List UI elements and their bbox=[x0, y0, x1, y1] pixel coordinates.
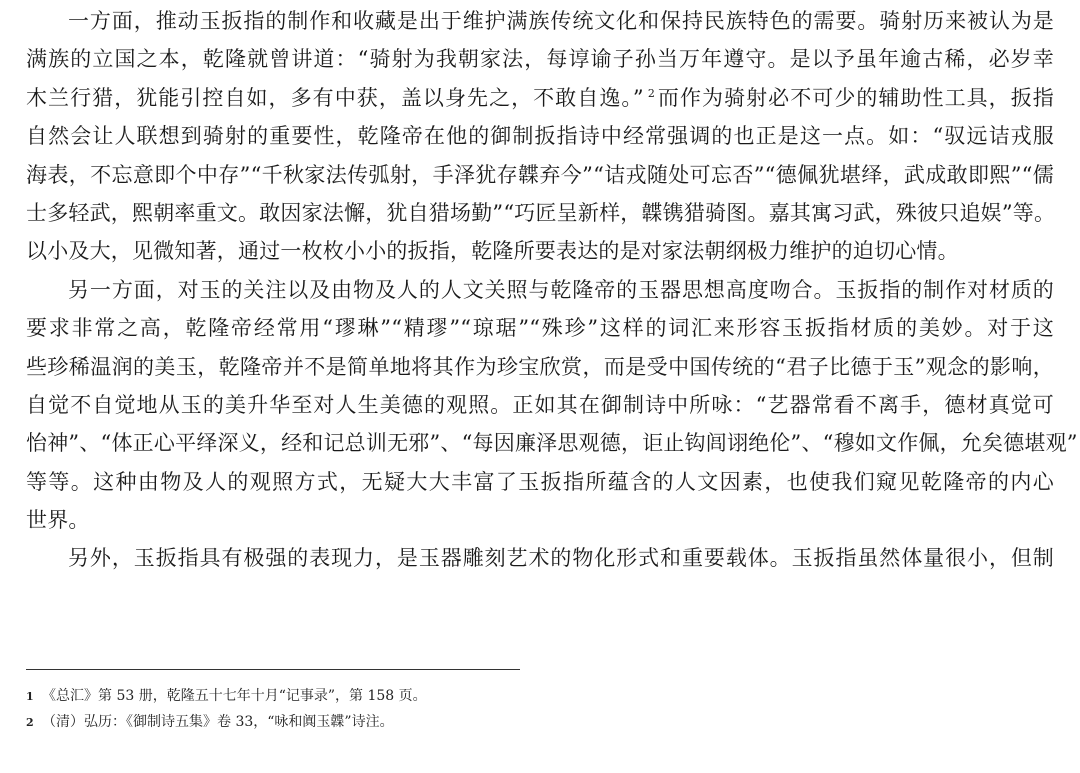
text-line: 另外，玉扳指具有极强的表现力，是玉器雕刻艺术的物化形式和重要载体。玉扳指虽然体量很小，但制 bbox=[68, 546, 1054, 571]
text-line: 满族的立国之本，乾隆就曾讲道：“骑射为我朝家法，每谆谕子孙当万年遵守。是以予虽年逾古稀，必岁幸 bbox=[26, 47, 1054, 72]
footnote-reference: 2 bbox=[647, 86, 656, 100]
text-segment: 而作为骑射必不可少的辅助性工具，扳指 bbox=[657, 85, 1054, 110]
footnote-text: （清）弘历：《御制诗五集》卷 33，“咏和阗玉韘”诗注。 bbox=[42, 714, 394, 730]
text-line: 自然会让人联想到骑射的重要性，乾隆帝在他的御制扳指诗中经常强调的也正是这一点。如：“驭远诘戎服 bbox=[26, 124, 1054, 149]
text-line bbox=[26, 79, 1054, 117]
footnote-item bbox=[26, 683, 1026, 709]
text-line: 要求非常之高，乾隆帝经常用“璆琳”“精璆”“琼琚”“殊珍”这样的词汇来形容玉扳指材质的美妙。对于这 bbox=[26, 316, 1054, 341]
text-line: 以小及大，见微知著，通过一枚枚小小的扳指，乾隆所要表达的是对家法朝纲极力维护的迫切心情。 bbox=[26, 239, 959, 264]
text-line: 一方面，推动玉扳指的制作和收藏是出于维护满族传统文化和保持民族特色的需要。骑射历来被认为是 bbox=[68, 9, 1054, 33]
footnote-text: 《总汇》第 53 册，乾隆五十七年十月“记事录”，第 158 页。 bbox=[42, 688, 427, 704]
footnotes bbox=[26, 683, 1026, 735]
body-text bbox=[26, 2, 1078, 578]
text-segment: 木兰行猎，犹能引控自如，多有中获，盖以身先之，不敢自逸。” bbox=[26, 85, 644, 110]
footnote-number: 1 bbox=[26, 690, 34, 703]
text-line: 怡神”、“体正心平绎深义，经和记总训无邪”、“每因廉泽思观德，讵止钩闾诩绝伦”、“穆如文作佩，允矣德堪观” bbox=[26, 431, 1078, 456]
text-line: 些珍稀温润的美玉，乾隆帝并不是简单地将其作为珍宝欣赏，而是受中国传统的“君子比德于玉”观念的影响， bbox=[26, 354, 1054, 379]
footnote-divider bbox=[26, 669, 520, 670]
footnote-item bbox=[26, 709, 1026, 735]
footnote-number: 2 bbox=[26, 716, 34, 729]
text-line: 自觉不自觉地从玉的美升华至对人生美德的观照。正如其在御制诗中所咏：“艺器常看不离手，德材真觉可 bbox=[26, 392, 1054, 417]
text-line: 海表，不忘意即个中存”“千秋家法传弧射，手泽犹存韘弃今”“诘戎随处可忘否”“德佩犹堪绎，武成敢即熙”“儒 bbox=[26, 162, 1054, 187]
text-line: 士多轻武，熙朝率重文。敢因家法懈，犹自猎场勤”“巧匠呈新样，韘镌猎骑图。嘉其寓习武，殊彼只追娱”等。 bbox=[26, 200, 1056, 225]
text-line: 世界。 bbox=[26, 508, 90, 533]
text-line: 等等。这种由物及人的观照方式，无疑大大丰富了玉扳指所蕴含的人文因素，也使我们窥见乾隆帝的内心 bbox=[26, 469, 1054, 494]
text-line: 另一方面，对玉的关注以及由物及人的人文关照与乾隆帝的玉器思想高度吻合。玉扳指的制作对材质的 bbox=[68, 277, 1054, 302]
